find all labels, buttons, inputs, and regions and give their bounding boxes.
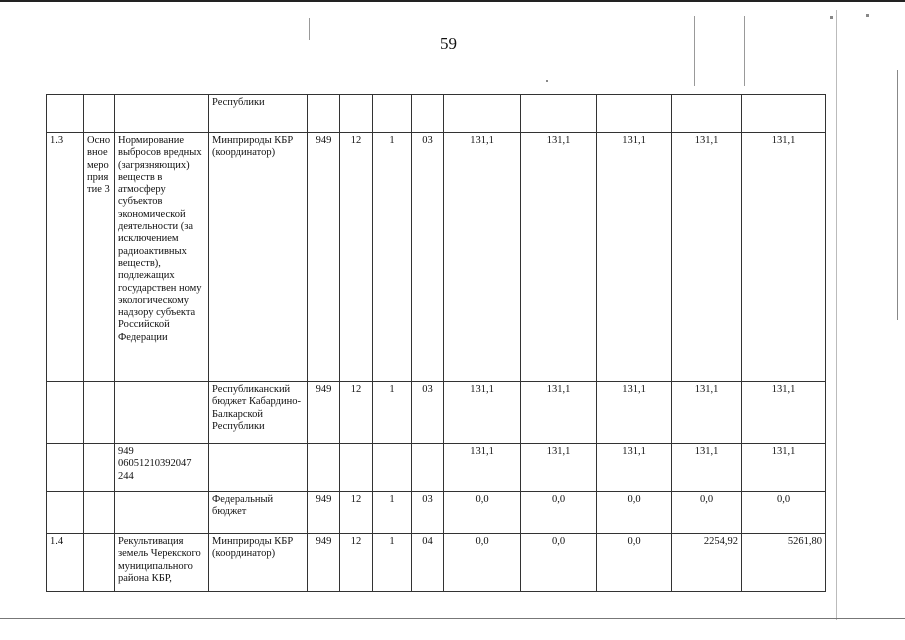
code-rz: 12 (340, 534, 373, 592)
code-rz: 12 (340, 133, 373, 382)
value-3 (597, 95, 672, 133)
code-grbs (308, 444, 340, 492)
row-executor: Республики (209, 95, 308, 133)
code-grbs: 949 (308, 492, 340, 534)
value-1: 131,1 (444, 133, 521, 382)
code-rz: 12 (340, 492, 373, 534)
value-4: 2254,92 (672, 534, 742, 592)
table-row (47, 95, 826, 133)
code-pr (373, 95, 412, 133)
row-name: 949 06051210392047 244 (115, 444, 209, 492)
value-1: 0,0 (444, 534, 521, 592)
value-3: 131,1 (597, 133, 672, 382)
row-name: Нормирование выбросов вредных (загрязняющих) веществ в атмосферу субъектов экономической деятельности (за исключением радиоактивных веществ), подлежащих государствен ному экологическому надзору субъекта Российской Федерации (115, 133, 209, 382)
code-pr: 1 (373, 133, 412, 382)
row-kind (84, 444, 115, 492)
value-1: 131,1 (444, 382, 521, 444)
value-3: 131,1 (597, 382, 672, 444)
value-3: 0,0 (597, 492, 672, 534)
row-name (115, 382, 209, 444)
scan-mark (836, 10, 837, 620)
scan-mark (309, 18, 310, 40)
row-kind (84, 382, 115, 444)
row-name (115, 492, 209, 534)
page-number: 59 (440, 34, 457, 53)
code-csr (412, 444, 444, 492)
value-2: 131,1 (521, 444, 597, 492)
row-kind (84, 95, 115, 133)
value-4: 0,0 (672, 492, 742, 534)
value-4 (672, 95, 742, 133)
row-executor: Минприроды КБР (координатор) (209, 534, 308, 592)
value-5 (742, 95, 826, 133)
scan-speck (546, 80, 548, 82)
value-1 (444, 95, 521, 133)
code-csr: 04 (412, 534, 444, 592)
table-row (47, 382, 826, 444)
value-5: 131,1 (742, 444, 826, 492)
value-2: 0,0 (521, 492, 597, 534)
scan-mark (744, 16, 745, 86)
code-rz (340, 95, 373, 133)
value-2: 131,1 (521, 133, 597, 382)
row-kind (84, 492, 115, 534)
value-3: 131,1 (597, 444, 672, 492)
code-csr: 03 (412, 492, 444, 534)
row-number: 1.3 (47, 133, 84, 382)
value-2: 131,1 (521, 382, 597, 444)
top-border-line (0, 0, 905, 2)
value-1: 0,0 (444, 492, 521, 534)
row-number: 1.4 (47, 534, 84, 592)
row-number (47, 95, 84, 133)
row-executor: Федеральный бюджет (209, 492, 308, 534)
table-row (47, 444, 826, 492)
code-csr: 03 (412, 382, 444, 444)
scan-mark (897, 70, 898, 320)
code-rz (340, 444, 373, 492)
row-number (47, 444, 84, 492)
value-5: 5261,80 (742, 534, 826, 592)
code-csr (412, 95, 444, 133)
table-row (47, 492, 826, 534)
row-name (115, 95, 209, 133)
budget-table (46, 94, 826, 592)
value-4: 131,1 (672, 133, 742, 382)
row-executor (209, 444, 308, 492)
code-pr: 1 (373, 492, 412, 534)
code-grbs: 949 (308, 382, 340, 444)
row-number (47, 382, 84, 444)
value-5: 131,1 (742, 133, 826, 382)
value-2 (521, 95, 597, 133)
row-executor: Республиканский бюджет Кабардино-Балкарской Республики (209, 382, 308, 444)
row-number (47, 492, 84, 534)
row-kind: Осно вное меро прия тие 3 (84, 133, 115, 382)
scan-speck (866, 14, 869, 17)
value-1: 131,1 (444, 444, 521, 492)
value-5: 131,1 (742, 382, 826, 444)
table-row (47, 133, 826, 382)
code-pr (373, 444, 412, 492)
value-3: 0,0 (597, 534, 672, 592)
value-2: 0,0 (521, 534, 597, 592)
row-name: Рекультивация земель Черекского муниципального района КБР, (115, 534, 209, 592)
code-grbs (308, 95, 340, 133)
bottom-border-line (0, 618, 905, 619)
value-4: 131,1 (672, 382, 742, 444)
value-5: 0,0 (742, 492, 826, 534)
row-executor: Минприроды КБР (координатор) (209, 133, 308, 382)
code-grbs: 949 (308, 534, 340, 592)
scan-speck (830, 16, 833, 19)
code-pr: 1 (373, 382, 412, 444)
code-rz: 12 (340, 382, 373, 444)
code-pr: 1 (373, 534, 412, 592)
value-4: 131,1 (672, 444, 742, 492)
table-row (47, 534, 826, 592)
code-csr: 03 (412, 133, 444, 382)
scan-mark (694, 16, 695, 86)
row-kind (84, 534, 115, 592)
code-grbs: 949 (308, 133, 340, 382)
